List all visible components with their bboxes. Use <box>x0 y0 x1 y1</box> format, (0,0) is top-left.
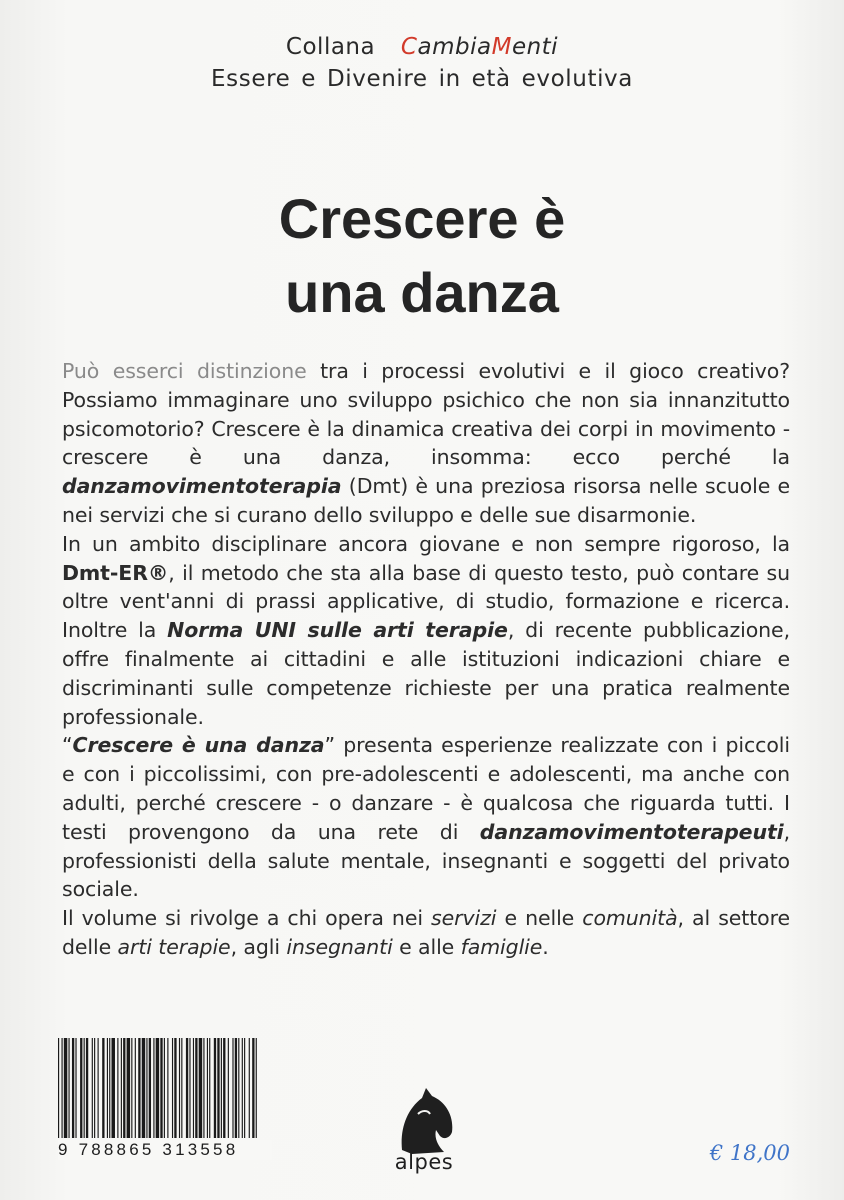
barcode-bar <box>107 1038 108 1138</box>
barcode-bar <box>203 1038 204 1138</box>
barcode-bar <box>138 1038 140 1138</box>
publisher-name: alpes <box>394 1150 454 1174</box>
barcode-bar <box>142 1038 145 1138</box>
barcode-bar <box>223 1038 225 1138</box>
book-title <box>0 182 844 330</box>
barcode-bar <box>75 1038 76 1138</box>
barcode-bar <box>84 1038 85 1138</box>
barcode-bar <box>181 1038 182 1138</box>
barcode-bar <box>72 1038 74 1138</box>
barcode-bar <box>186 1038 188 1138</box>
blurb-paragraph-2: In un ambito disciplinare ancora giovane e non sempre rigoroso, la Dmt-ER®, il metodo che sta alla base di questo testo, può contare su oltre vent'anni di prassi applicative, di studio, formazione e ricerca. Inoltre la Norma UNI sulle arti terapie, di recente pubblicazione, offre finalmente ai cittadini e alle istituzioni indicazioni chiare e discriminanti sulle competenze richieste per una pratica realmente professionale. <box>62 531 790 729</box>
series-header <box>0 34 844 92</box>
barcode-bar <box>68 1038 69 1138</box>
barcode-bar <box>235 1038 237 1138</box>
barcode-bar <box>167 1038 168 1138</box>
barcode-bar <box>195 1038 197 1138</box>
barcode-bar <box>94 1038 95 1138</box>
barcode-bar <box>98 1038 99 1138</box>
barcode-bar <box>80 1038 82 1138</box>
title-line-2: una danza <box>285 261 559 324</box>
barcode-bar <box>207 1038 208 1138</box>
barcode-bar <box>214 1038 216 1138</box>
barcode-bar <box>189 1038 190 1138</box>
barcode-bar <box>217 1038 219 1138</box>
blurb-text <box>62 357 790 962</box>
barcode-bar <box>193 1038 194 1138</box>
barcode-bar <box>58 1038 59 1138</box>
barcode-bar <box>249 1038 250 1138</box>
barcode-bar <box>92 1038 93 1138</box>
barcode-bar <box>252 1038 254 1138</box>
barcode-bar <box>199 1038 202 1138</box>
barcode-bar <box>64 1038 67 1138</box>
barcode-bar <box>164 1038 165 1138</box>
price-label: € 18,00 <box>709 1141 790 1165</box>
barcode-bar <box>228 1038 229 1138</box>
blurb-paragraph-1: Può esserci distinzione tra i processi evolutivi e il gioco creativo? Possiamo immaginare uno sviluppo psichico che non sia innanzitutto psicomotorio? Crescere è la dinamica creativa dei corpi in movimento - crescere è una danza, insomma: ecco perché la danzamovimentoterapia (Dmt) è una preziosa risorsa nelle scuole e nei servizi che si curano dello sviluppo e delle sue disarmonie. <box>62 359 790 527</box>
barcode-bar <box>146 1038 147 1138</box>
barcode-bar <box>149 1038 151 1138</box>
blurb-paragraph-4: Il volume si rivolge a chi opera nei servizi e nelle comunità, al settore delle arti terapie, agli insegnanti e alle famiglie. <box>62 906 791 959</box>
barcode-bar <box>86 1038 88 1138</box>
barcode-bar <box>109 1038 110 1138</box>
barcode-bar <box>174 1038 176 1138</box>
barcode-bar <box>156 1038 159 1138</box>
barcode-bar <box>172 1038 173 1138</box>
barcode-bar <box>153 1038 154 1138</box>
barcode-bar <box>179 1038 180 1138</box>
barcode-bar <box>123 1038 125 1138</box>
isbn-number: 9 788865 313558 <box>58 1140 272 1160</box>
title-line-1: Crescere è <box>278 187 566 250</box>
barcode-bar <box>221 1038 222 1138</box>
barcode-bar <box>61 1038 62 1138</box>
barcode-bar <box>238 1038 239 1138</box>
series-brand: CambiaMenti <box>400 34 559 60</box>
barcode-bar <box>160 1038 162 1138</box>
barcode-bar <box>102 1038 104 1138</box>
barcode-bar <box>121 1038 122 1138</box>
barcode-bar <box>135 1038 136 1138</box>
series-label: Collana <box>285 34 376 60</box>
barcode-bar <box>111 1038 114 1138</box>
barcode-bar <box>232 1038 233 1138</box>
barcode-bar <box>117 1038 118 1138</box>
barcode-bar <box>256 1038 257 1138</box>
series-name <box>0 34 844 60</box>
series-subtitle: Essere e Divenire in età evolutiva <box>211 66 633 92</box>
blurb-paragraph-3: “Crescere è una danza” presenta esperienze realizzate con i piccoli e con i piccolissimi, con pre-adolescenti e adolescenti, ma anche con adulti, perché crescere - o danzare - è qualcosa che riguarda tutti. I testi provengono da una rete di danzamovimentoterapeuti, professionisti della salute mentale, insegnanti e soggetti del privato sociale. <box>62 733 790 902</box>
barcode-bar <box>127 1038 130 1138</box>
barcode-bar <box>131 1038 132 1138</box>
barcode-bar <box>244 1038 245 1138</box>
barcode-bar <box>209 1038 210 1138</box>
barcode-bar <box>242 1038 243 1138</box>
